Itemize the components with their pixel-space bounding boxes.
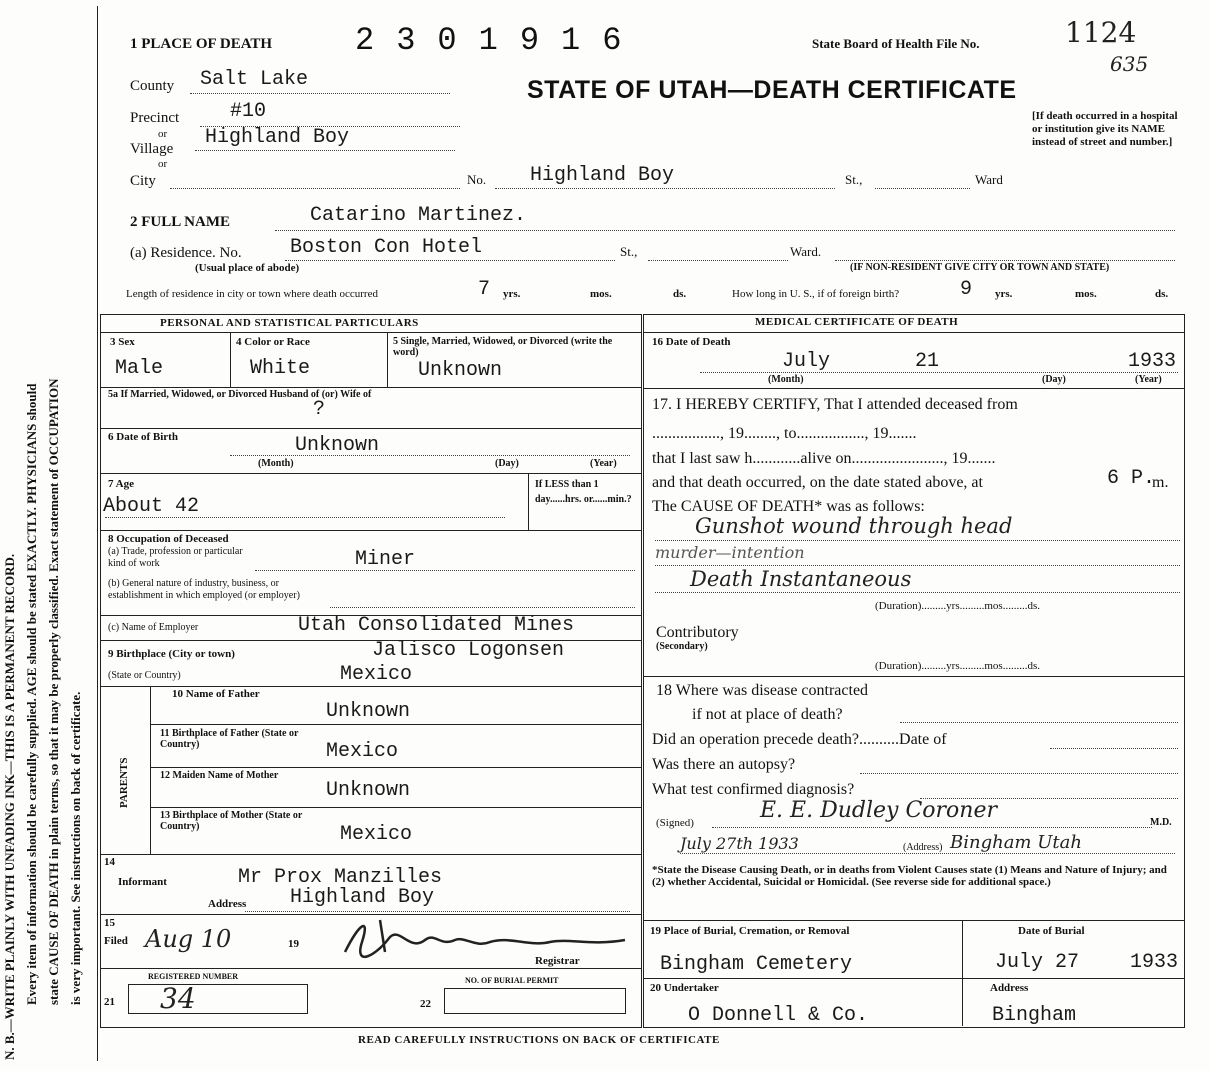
undertaker-label: 20 Undertaker	[650, 982, 719, 994]
occupation-label: 8 Occupation of Deceased	[108, 533, 229, 545]
burial-permit-box	[444, 988, 626, 1014]
village-value: Highland Boy	[205, 126, 350, 149]
file-no-label: State Board of Health File No.	[812, 36, 980, 51]
or-label-1: or	[158, 128, 168, 140]
mos-label: mos.	[590, 288, 612, 300]
footer-instructions: READ CAREFULLY INSTRUCTIONS ON BACK OF CERTIFICATE	[358, 1034, 720, 1046]
parents-label: PARENTS	[118, 757, 130, 808]
or-label-2: or	[158, 158, 168, 170]
spouse-value: ?	[313, 398, 326, 421]
birthplace-label: 9 Birthplace (City or town)	[108, 648, 235, 660]
length-residence-label: Length of residence in city or town where death occurred	[126, 288, 378, 300]
father-label: 10 Name of Father	[172, 688, 260, 700]
secondary-label: (Secondary)	[656, 641, 708, 652]
mother-label: 12 Maiden Name of Mother	[160, 770, 279, 781]
attended-from-line: ................., 19........, to................., 19.......	[652, 425, 917, 442]
city-label: City	[130, 173, 156, 189]
registrar-label: Registrar	[535, 955, 580, 967]
filed-label: Filed	[104, 935, 128, 947]
length-residence-years: 7	[478, 278, 491, 301]
occupation-b-label: (b) General nature of industry, business, or establishment in which employed (or employer)	[108, 578, 300, 601]
no-label: No.	[467, 172, 487, 187]
precinct-label: Precinct	[130, 110, 180, 126]
precinct-value: #10	[230, 100, 267, 123]
hospital-note: [If death occurred in a hospital or institution give its NAME instead of street and number.]	[1032, 110, 1178, 148]
place-of-death-label: 1 PLACE OF DEATH	[130, 36, 273, 52]
father-value: Unknown	[326, 700, 411, 723]
age-value: About 42	[103, 495, 200, 518]
personal-header: PERSONAL AND STATISTICAL PARTICULARS	[160, 317, 419, 329]
undertaker-address-value: Bingham	[992, 1004, 1077, 1027]
file-number: 1124	[1065, 16, 1137, 49]
ds-label: ds.	[673, 288, 687, 300]
item-22-number: 22	[420, 998, 431, 1010]
less-than-label: If LESS than 1 day......hrs. or......min.?	[535, 479, 632, 505]
item-15-number: 15	[104, 917, 115, 929]
dob-year-label: (Year)	[590, 458, 617, 469]
death-month-value: July	[782, 350, 831, 373]
residence-value: Boston Con Hotel	[290, 236, 483, 259]
filed-value: Aug 10	[145, 925, 232, 953]
physician-address-label: (Address)	[903, 842, 943, 853]
burial-place-value: Bingham Cemetery	[660, 953, 853, 976]
margin-text-2: Every item of information should be carefully supplied. AGE should be stated EXACTLY. PHYSICIANS should	[24, 383, 39, 1005]
residence-ward-label: Ward.	[790, 244, 822, 259]
item-21-number: 21	[104, 996, 115, 1008]
employer-value: Utah Consolidated Mines	[298, 614, 575, 637]
us-ds-label: ds.	[1155, 288, 1169, 300]
cause-of-death-label: The CAUSE OF DEATH* was as follows:	[652, 498, 925, 515]
margin-text-4: is very important. See instructions on back of certificate.	[68, 691, 83, 1005]
usual-abode-label: (Usual place of abode)	[195, 262, 300, 274]
father-birthplace-value: Mexico	[326, 740, 399, 763]
cause-line-2: murder—intention	[655, 543, 805, 562]
dob-month-label: (Month)	[258, 458, 294, 469]
residence-label: (a) Residence. No.	[130, 245, 242, 261]
autopsy-label: Was there an autopsy?	[652, 756, 796, 773]
st-label: St.,	[845, 172, 863, 187]
file-sub-number: 635	[1110, 52, 1149, 76]
burial-place-label: 19 Place of Burial, Cremation, or Removal	[650, 925, 850, 937]
signature-date: July 27th 1933	[680, 834, 799, 853]
death-year-label: (Year)	[1135, 374, 1162, 385]
employer-label: (c) Name of Employer	[108, 622, 199, 633]
us-yrs-label: yrs.	[995, 288, 1013, 300]
county-label: County	[130, 78, 175, 94]
spouse-label: 5a If Married, Widowed, or Divorced Husband of (or) Wife of	[108, 389, 372, 400]
burial-date-value: July 27	[995, 951, 1080, 974]
certify-statement: 17. I HEREBY CERTIFY, That I attended deceased from	[652, 396, 1018, 413]
yrs-label: yrs.	[503, 288, 521, 300]
marital-value: Unknown	[418, 359, 503, 382]
signed-label: (Signed)	[656, 817, 694, 829]
death-month-label: (Month)	[768, 374, 804, 385]
village-label: Village	[130, 141, 174, 157]
undertaker-value: O Donnell & Co.	[688, 1004, 869, 1027]
color-value: White	[250, 357, 311, 380]
county-value: Salt Lake	[200, 68, 309, 91]
dob-day-label: (Day)	[495, 458, 519, 469]
registrar-signature	[340, 912, 630, 962]
death-occurred-line: and that death occurred, on the date stated above, at	[652, 474, 983, 491]
certificate-number: 2301916	[355, 22, 644, 59]
sex-value: Male	[115, 357, 164, 380]
margin-text-1: N. B.—WRITE PLAINLY WITH UNFADING INK—THIS IS A PERMANENT RECORD.	[2, 553, 17, 1060]
last-saw-line: that I last saw h............alive on......................., 19.......	[652, 450, 996, 467]
street-value: Highland Boy	[530, 164, 675, 187]
death-year-value: 1933	[1128, 350, 1177, 373]
birthplace-city-value: Jalisco Logonsen	[372, 639, 565, 662]
burial-year-value: 1933	[1130, 951, 1179, 974]
item-14-number: 14	[104, 856, 115, 868]
cause-instructions-note: *State the Disease Causing Death, or in deaths from Violent Causes state (1) Means and Nature of Injury; and (2) whether Accidental, Suicidal or Homicidal. (See reverse side for additional space.)	[652, 864, 1167, 888]
occupation-a-label: (a) Trade, profession or particular kind of work	[108, 546, 243, 569]
us-mos-label: mos.	[1075, 288, 1097, 300]
burial-date-label: Date of Burial	[1018, 925, 1085, 937]
disease-contracted-label-2: if not at place of death?	[692, 706, 843, 723]
disease-contracted-label: 18 Where was disease contracted	[656, 682, 869, 699]
undertaker-address-label: Address	[990, 982, 1029, 994]
father-birthplace-label: 11 Birthplace of Father (State or Country)	[160, 728, 299, 750]
sex-label: 3 Sex	[110, 336, 135, 348]
physician-signature: E. E. Dudley Coroner	[760, 798, 998, 823]
birthplace-country-value: Mexico	[340, 663, 413, 686]
non-resident-label: (IF NON-RESIDENT GIVE CITY OR TOWN AND STATE)	[850, 262, 1110, 273]
margin-divider	[97, 6, 98, 1061]
occupation-value: Miner	[355, 548, 416, 571]
diagnosis-test-label: What test confirmed diagnosis?	[652, 781, 855, 798]
registered-number-box	[128, 984, 308, 1014]
death-date-label: 16 Date of Death	[652, 336, 731, 348]
informant-address-label: Address	[208, 898, 247, 910]
registered-number-label: REGISTERED NUMBER	[148, 972, 239, 981]
md-label: M.D.	[1150, 817, 1172, 828]
informant-label: Informant	[118, 876, 167, 888]
margin-text-3: state CAUSE OF DEATH in plain terms, so that it may be properly classified. Exact statement of OCCUPATION	[46, 378, 61, 1005]
duration-line-2: (Duration).........yrs.........mos.........ds.	[875, 660, 1040, 672]
operation-label: Did an operation precede death?..........Date of	[652, 731, 947, 748]
state-country-label: (State or Country)	[108, 670, 181, 681]
residence-st-label: St.,	[620, 244, 638, 259]
us-residence-years: 9	[960, 278, 973, 301]
us-residence-label: How long in U. S., if of foreign birth?	[732, 288, 900, 300]
duration-line-1: (Duration).........yrs.........mos.........ds.	[875, 600, 1040, 612]
physician-address: Bingham Utah	[950, 832, 1082, 853]
registered-number-value: 34	[160, 982, 196, 1015]
burial-permit-label: NO. OF BURIAL PERMIT	[465, 976, 559, 985]
full-name-value: Catarino Martinez.	[310, 204, 527, 227]
color-label: 4 Color or Race	[236, 336, 310, 348]
dob-value: Unknown	[295, 434, 380, 457]
death-day-label: (Day)	[1042, 374, 1066, 385]
dob-label: 6 Date of Birth	[108, 431, 178, 443]
certificate-title: STATE OF UTAH—DEATH CERTIFICATE	[527, 76, 1017, 104]
death-time-value: 6 P.	[1107, 467, 1156, 490]
cause-line-3: Death Instantaneous	[690, 567, 912, 591]
death-time-m-label: m.	[1152, 474, 1169, 491]
marital-label: 5 Single, Married, Widowed, or Divorced (write the word)	[393, 336, 613, 358]
age-label: 7 Age	[108, 478, 134, 490]
medical-header: MEDICAL CERTIFICATE OF DEATH	[755, 316, 959, 328]
mother-value: Unknown	[326, 779, 411, 802]
filed-year-label: 19	[288, 938, 299, 950]
informant-value: Mr Prox Manzilles	[238, 866, 443, 889]
ward-label: Ward	[975, 172, 1003, 187]
full-name-label: 2 FULL NAME	[130, 214, 231, 230]
mother-birthplace-label: 13 Birthplace of Mother (State or Country)	[160, 810, 303, 832]
informant-address-value: Highland Boy	[290, 886, 435, 909]
contributory-label: Contributory	[656, 624, 739, 641]
death-day-value: 21	[915, 350, 940, 373]
mother-birthplace-value: Mexico	[340, 823, 413, 846]
cause-line-1: Gunshot wound through head	[695, 514, 1013, 538]
